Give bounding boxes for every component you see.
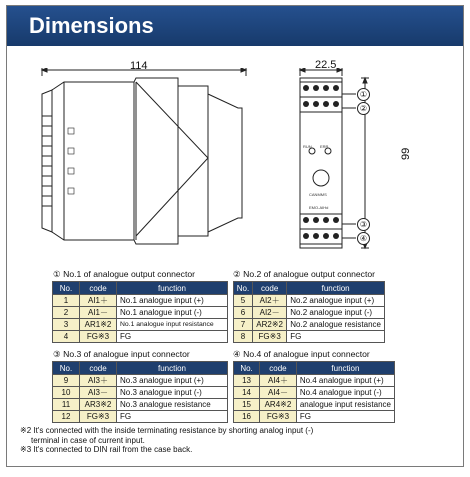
table-row bbox=[234, 411, 395, 423]
cell-code: AI3－ bbox=[80, 387, 117, 399]
header-code: code bbox=[80, 362, 117, 375]
cell-function: No.3 analogue input (+) bbox=[117, 375, 228, 387]
table2-marker: ② bbox=[233, 269, 241, 279]
table-row bbox=[234, 319, 385, 331]
cell-no: 7 bbox=[234, 319, 253, 331]
title-banner bbox=[7, 6, 463, 46]
table-row bbox=[53, 319, 228, 331]
table3-marker: ③ bbox=[53, 349, 61, 359]
cell-no: 8 bbox=[234, 331, 253, 343]
table-row bbox=[234, 375, 395, 387]
footnotes bbox=[20, 426, 313, 455]
table-row bbox=[234, 399, 395, 411]
cell-no: 4 bbox=[53, 331, 80, 343]
cell-code: AI4－ bbox=[260, 387, 297, 399]
cell-code: AI3＋ bbox=[80, 375, 117, 387]
cell-no: 10 bbox=[53, 387, 80, 399]
page-title: Dimensions bbox=[29, 13, 154, 38]
cell-no: 15 bbox=[234, 399, 260, 411]
table1-marker: ① bbox=[53, 269, 61, 279]
cell-code: AR1※2 bbox=[80, 319, 117, 331]
side-view-drawing bbox=[38, 68, 253, 250]
table-row bbox=[53, 411, 228, 423]
cell-function: No.1 analogue input (-) bbox=[117, 307, 228, 319]
height-dimension: 99 bbox=[400, 147, 412, 160]
callout-4: ④ bbox=[357, 232, 370, 245]
table-row bbox=[53, 331, 228, 343]
connector-table-4 bbox=[233, 361, 395, 423]
table1-title-text: No.1 of analogue output connector bbox=[63, 269, 195, 279]
connector-table-3 bbox=[52, 361, 228, 423]
cell-function: No.1 analogue input resistance bbox=[117, 319, 228, 331]
table-row bbox=[234, 331, 385, 343]
cell-function: No.1 analogue input (+) bbox=[117, 295, 228, 307]
front-led1-label: RUN bbox=[303, 144, 312, 149]
cell-no: 16 bbox=[234, 411, 260, 423]
cell-no: 11 bbox=[53, 399, 80, 411]
cell-no: 12 bbox=[53, 411, 80, 423]
table-row bbox=[234, 295, 385, 307]
cell-function: No.3 analogue input (-) bbox=[117, 387, 228, 399]
callout-3: ③ bbox=[357, 218, 370, 231]
table4-title-text: No.4 of analogue input connector bbox=[243, 349, 370, 359]
cell-no: 6 bbox=[234, 307, 253, 319]
cell-code: AI1－ bbox=[80, 307, 117, 319]
front-model-label: EMO-AIHd bbox=[309, 205, 329, 210]
table1-title bbox=[53, 269, 195, 280]
cell-function: No.2 analogue input (-) bbox=[287, 307, 385, 319]
cell-function: No.4 analogue input (-) bbox=[296, 387, 394, 399]
front-brand-label: CANMMS bbox=[309, 192, 327, 197]
cell-code: AI1＋ bbox=[80, 295, 117, 307]
width-dimension: 114 bbox=[130, 60, 148, 72]
header-no: No. bbox=[234, 282, 253, 295]
cell-function: FG bbox=[287, 331, 385, 343]
header-no: No. bbox=[53, 362, 80, 375]
header-function: function bbox=[117, 282, 228, 295]
cell-function: FG bbox=[117, 411, 228, 423]
cell-function: No.2 analogue resistance bbox=[287, 319, 385, 331]
cell-no: 13 bbox=[234, 375, 260, 387]
table-row bbox=[234, 387, 395, 399]
cell-code: AI2＋ bbox=[253, 295, 287, 307]
header-code: code bbox=[253, 282, 287, 295]
header-code: code bbox=[80, 282, 117, 295]
table3-title-text: No.3 of analogue input connector bbox=[63, 349, 190, 359]
table3-title bbox=[53, 349, 190, 360]
header-function: function bbox=[287, 282, 385, 295]
depth-dimension: 22.5 bbox=[315, 59, 337, 71]
callout-2: ② bbox=[357, 102, 370, 115]
footnote-line: ※2 It's connected with the inside terminating resistance by shorting analog input (-) bbox=[20, 426, 314, 435]
table2-title bbox=[233, 269, 375, 280]
footnote-line: ※3 It's connected to DIN rail from the case back. bbox=[20, 445, 193, 455]
cell-function: No.3 analogue resistance bbox=[117, 399, 228, 411]
cell-code: FG※3 bbox=[80, 331, 117, 343]
front-view-drawing bbox=[290, 68, 400, 250]
cell-function: FG bbox=[296, 411, 394, 423]
cell-function: FG bbox=[117, 331, 228, 343]
table-row bbox=[53, 375, 228, 387]
cell-code: AR3※2 bbox=[80, 399, 117, 411]
cell-no: 14 bbox=[234, 387, 260, 399]
cell-no: 9 bbox=[53, 375, 80, 387]
cell-function: No.4 analogue input (+) bbox=[296, 375, 394, 387]
callout-1: ① bbox=[357, 88, 370, 101]
cell-code: FG※3 bbox=[80, 411, 117, 423]
table4-marker: ④ bbox=[233, 349, 241, 359]
header-code: code bbox=[260, 362, 297, 375]
header-function: function bbox=[296, 362, 394, 375]
table-row bbox=[53, 399, 228, 411]
cell-code: AI2－ bbox=[253, 307, 287, 319]
cell-code: AR2※2 bbox=[253, 319, 287, 331]
cell-no: 1 bbox=[53, 295, 80, 307]
cell-code: FG※3 bbox=[260, 411, 297, 423]
header-no: No. bbox=[234, 362, 260, 375]
table2-title-text: No.2 of analogue output connector bbox=[243, 269, 375, 279]
table4-title bbox=[233, 349, 370, 360]
front-led2-label: ERR bbox=[320, 144, 329, 149]
table-row bbox=[53, 307, 228, 319]
cell-function: No.2 analogue input (+) bbox=[287, 295, 385, 307]
footnote-line: terminal in case of current input. bbox=[31, 435, 145, 445]
cell-no: 3 bbox=[53, 319, 80, 331]
cell-no: 2 bbox=[53, 307, 80, 319]
table-row bbox=[234, 307, 385, 319]
cell-no: 5 bbox=[234, 295, 253, 307]
cell-code: AR4※2 bbox=[260, 399, 297, 411]
cell-code: AI4＋ bbox=[260, 375, 297, 387]
table-row bbox=[53, 387, 228, 399]
connector-table-1 bbox=[52, 281, 228, 343]
connector-table-2 bbox=[233, 281, 385, 343]
table-row bbox=[53, 295, 228, 307]
header-no: No. bbox=[53, 282, 80, 295]
header-function: function bbox=[117, 362, 228, 375]
cell-function: analogue input resistance bbox=[296, 399, 394, 411]
cell-code: FG※3 bbox=[253, 331, 287, 343]
